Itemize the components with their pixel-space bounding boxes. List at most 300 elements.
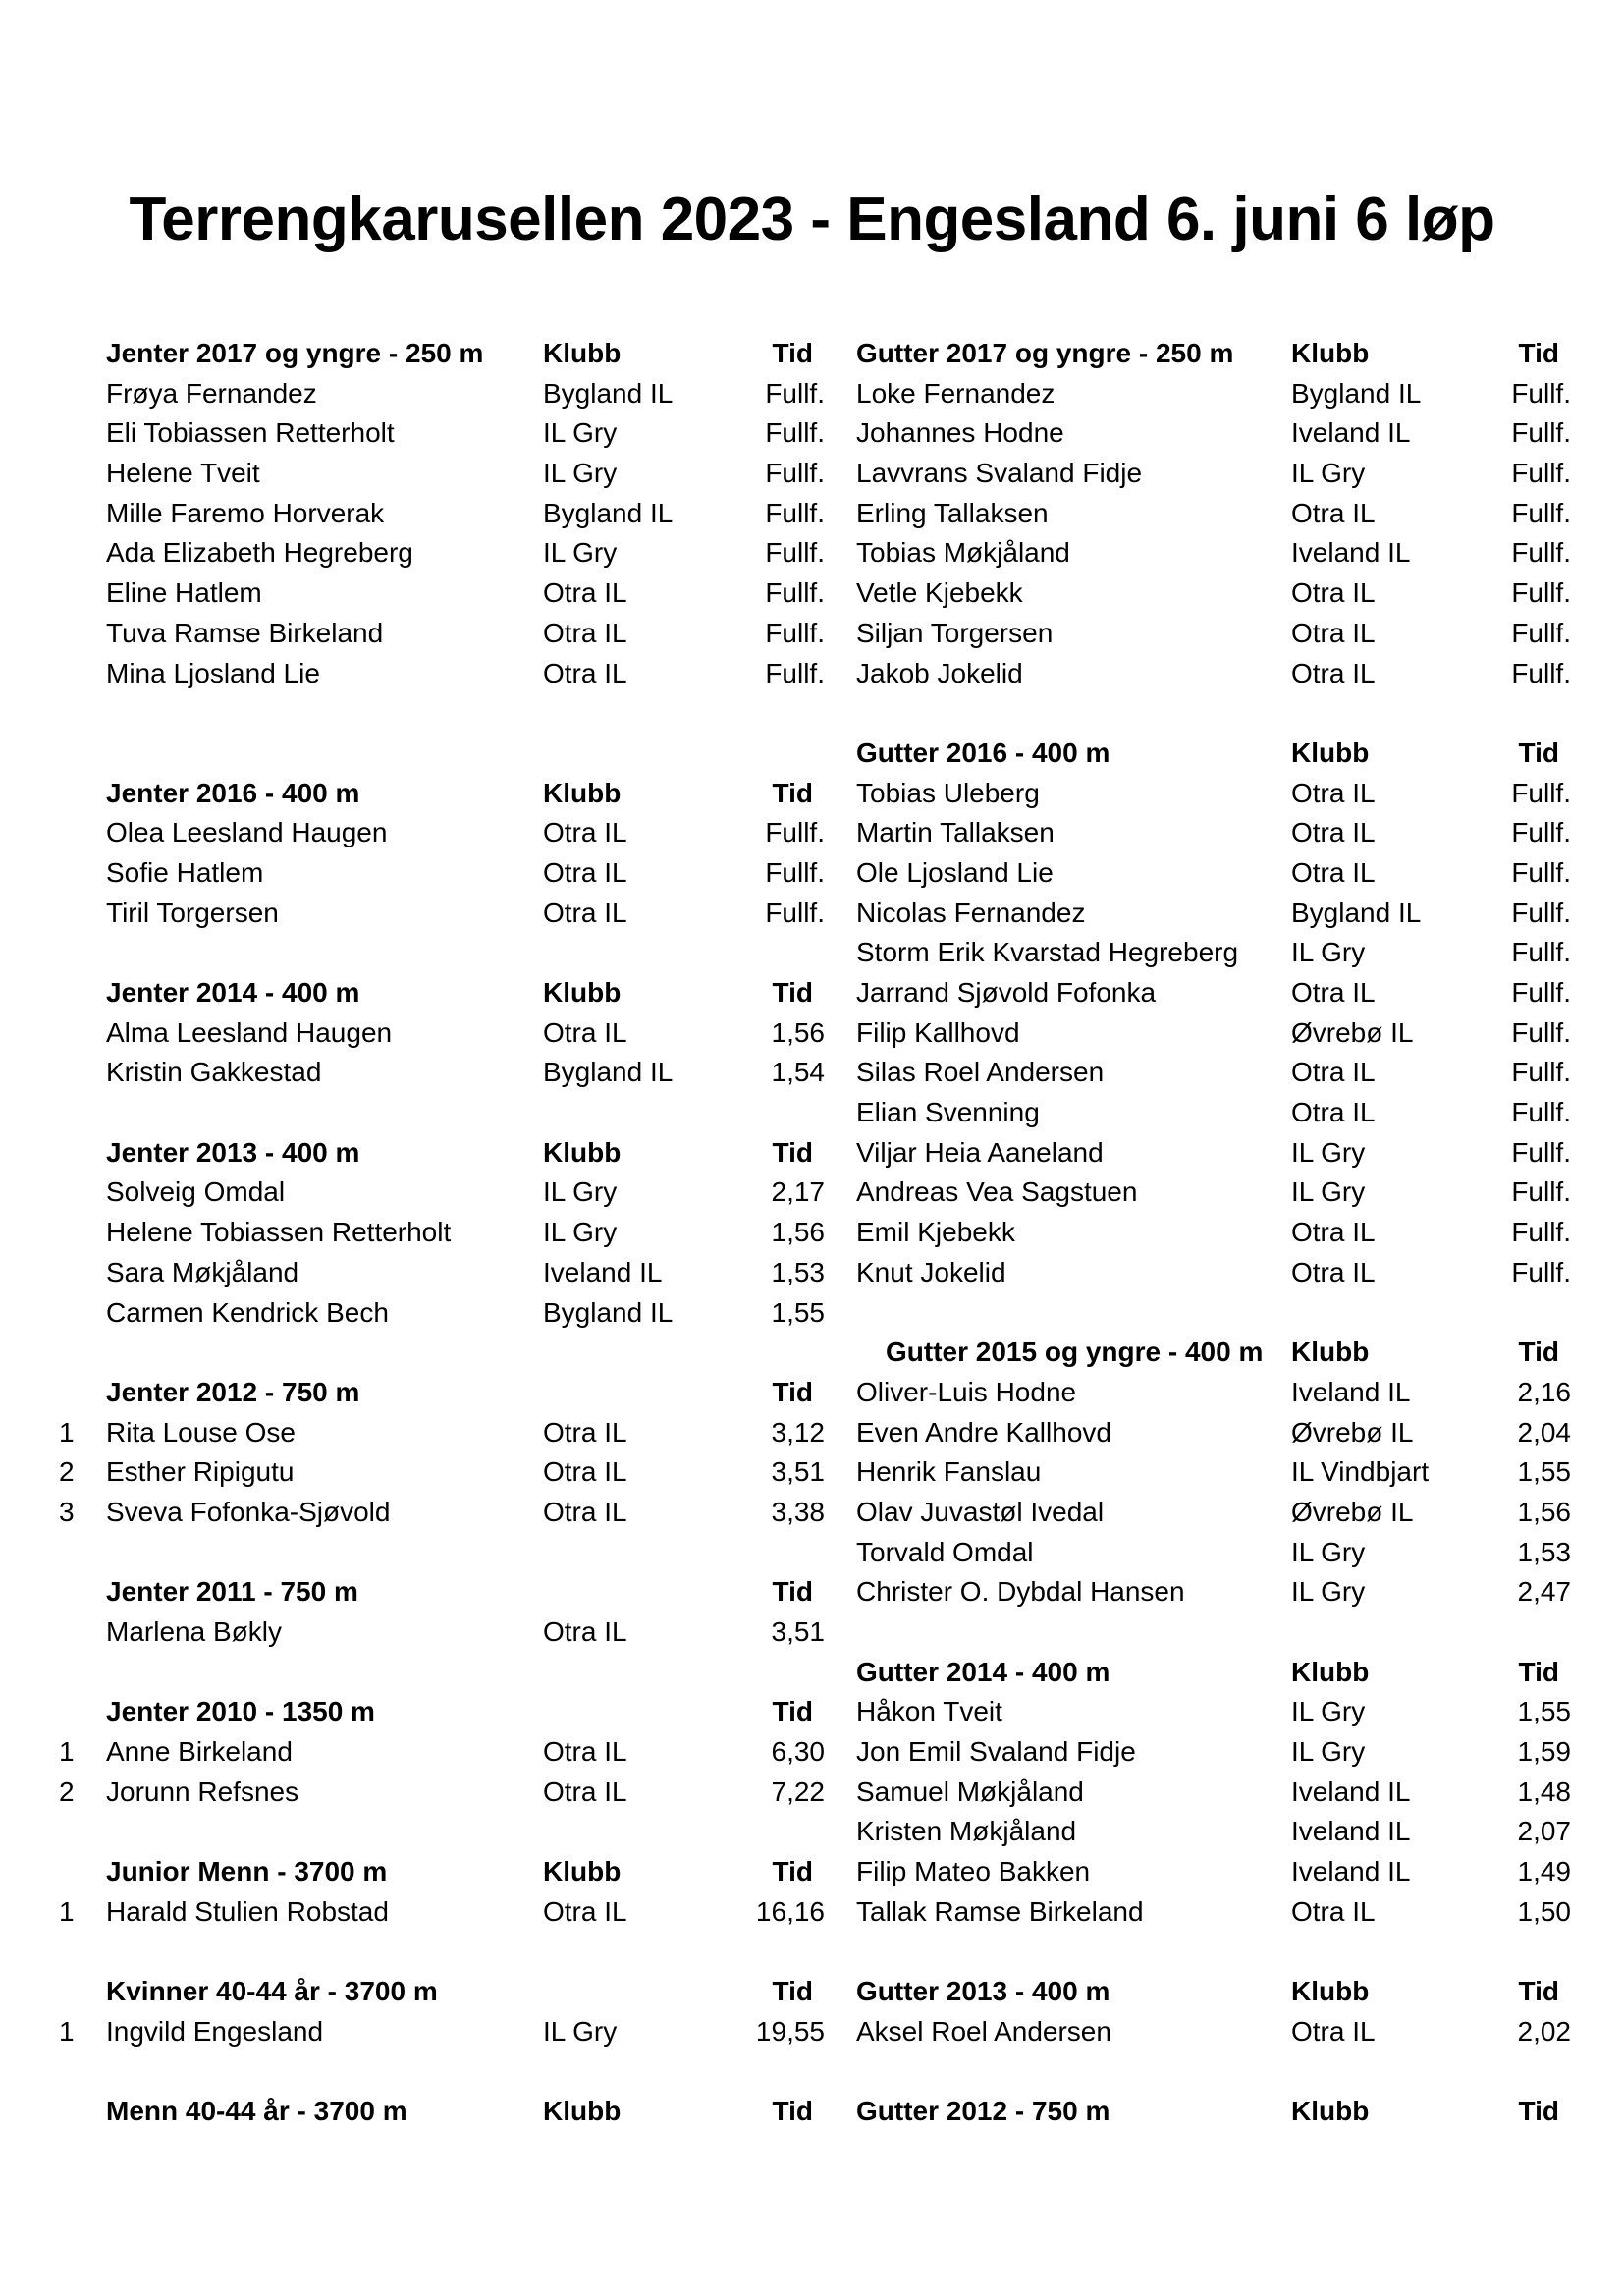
club-name: Otra IL: [543, 657, 627, 688]
time-column-header: Tid: [1518, 338, 1559, 368]
runner-name: Martin Tallaksen: [856, 817, 1055, 848]
time-value: 6,30: [771, 1736, 825, 1768]
club-name: IL Gry: [543, 2015, 618, 2047]
club-name: Otra IL: [543, 856, 627, 888]
runner-name: Tallak Ramse Birkeland: [856, 1895, 1144, 1927]
time-value: Fullf.: [1511, 856, 1571, 888]
result-row: [59, 1452, 825, 1493]
category-header: [59, 973, 825, 1013]
result-row: [844, 1093, 1571, 1133]
club-name: Otra IL: [1291, 856, 1376, 888]
result-row: [844, 374, 1571, 414]
category-header: [59, 1972, 825, 2012]
time-value: 1,56: [771, 1016, 825, 1048]
result-row: [59, 1013, 825, 1054]
club-column-header: Klubb: [543, 1856, 622, 1887]
time-value: 1,53: [771, 1256, 825, 1287]
result-row: [844, 2012, 1571, 2052]
club-name: IL Gry: [1291, 458, 1366, 489]
club-name: Bygland IL: [543, 1057, 674, 1088]
category-header: [844, 1333, 1571, 1373]
category-title: Junior Menn - 3700 m: [106, 1856, 388, 1887]
time-value: Fullf.: [1511, 1217, 1571, 1248]
result-row: [844, 774, 1571, 814]
runner-name: Filip Mateo Bakken: [856, 1856, 1091, 1887]
runner-name: Carmen Kendrick Bech: [106, 1296, 389, 1328]
time-value: Fullf.: [765, 617, 825, 648]
result-row: [59, 614, 825, 654]
time-column-header: Tid: [1518, 737, 1559, 768]
time-value: Fullf.: [1511, 377, 1571, 409]
result-row: [59, 654, 825, 694]
runner-name: Sofie Hatlem: [106, 856, 264, 888]
club-name: Otra IL: [1291, 977, 1376, 1008]
spacer: [59, 693, 825, 734]
runner-name: Nicolas Fernandez: [856, 897, 1086, 928]
spacer: [844, 1933, 1571, 1973]
time-value: 3,51: [771, 1456, 825, 1488]
runner-name: Tobias Møkjåland: [856, 537, 1070, 569]
result-row: [59, 533, 825, 574]
club-name: Otra IL: [543, 817, 627, 848]
runner-name: Jorunn Refsnes: [106, 1776, 299, 1807]
result-row: [59, 1773, 825, 1813]
time-value: 16,16: [755, 1895, 825, 1927]
result-row: [844, 813, 1571, 853]
runner-name: Loke Fernandez: [856, 377, 1056, 409]
runner-name: Vetle Kjebekk: [856, 577, 1023, 609]
runner-name: Silas Roel Andersen: [856, 1057, 1105, 1088]
result-row: [59, 1613, 825, 1653]
category-header: [59, 1373, 825, 1413]
time-value: Fullf.: [1511, 817, 1571, 848]
result-row: [844, 853, 1571, 894]
runner-name: Marlena Bøkly: [106, 1616, 282, 1647]
placement: 1: [59, 2015, 75, 2047]
placement: 2: [59, 1776, 75, 1807]
time-column-header: Tid: [1518, 1976, 1559, 2007]
time-value: 1,55: [1517, 1456, 1571, 1488]
category-title: Jenter 2017 og yngre - 250 m: [106, 338, 484, 368]
spacer: [844, 693, 1571, 734]
time-value: 2,16: [1517, 1376, 1571, 1407]
time-value: Fullf.: [765, 458, 825, 489]
runner-name: Solveig Omdal: [106, 1176, 286, 1208]
result-row: [59, 894, 825, 934]
club-name: Otra IL: [543, 1016, 627, 1048]
result-row: [59, 1293, 825, 1334]
result-row: [59, 853, 825, 894]
time-value: 19,55: [755, 2015, 825, 2047]
runner-name: Tobias Uleberg: [856, 777, 1040, 808]
club-name: Otra IL: [543, 577, 627, 609]
result-row: [59, 1493, 825, 1533]
club-name: Iveland IL: [1291, 1776, 1411, 1807]
result-row: [844, 1732, 1571, 1773]
placement: 2: [59, 1456, 75, 1488]
time-value: 3,12: [771, 1416, 825, 1448]
result-row: [59, 813, 825, 853]
category-title: Gutter 2014 - 400 m: [856, 1656, 1110, 1687]
runner-name: Emil Kjebekk: [856, 1217, 1015, 1248]
placement: 1: [59, 1736, 75, 1768]
runner-name: Andreas Vea Sagstuen: [856, 1176, 1138, 1208]
runner-name: Sara Møkjåland: [106, 1256, 299, 1287]
category-title: Gutter 2016 - 400 m: [856, 737, 1110, 768]
spacer: [844, 2052, 1571, 2093]
result-row: [844, 1692, 1571, 1732]
result-row: [59, 1213, 825, 1253]
category-header: [59, 1692, 825, 1732]
runner-name: Ada Elizabeth Hegreberg: [106, 537, 413, 569]
time-value: 2,07: [1517, 1816, 1571, 1847]
spacer: [59, 1933, 825, 1973]
result-row: [59, 1732, 825, 1773]
result-row: [844, 574, 1571, 614]
time-value: 1,54: [771, 1057, 825, 1088]
club-name: IL Gry: [1291, 1736, 1366, 1768]
result-row: [844, 1773, 1571, 1813]
runner-name: Johannes Hodne: [856, 417, 1064, 449]
result-row: [844, 1852, 1571, 1892]
time-column-header: Tid: [772, 1576, 813, 1608]
runner-name: Helene Tobiassen Retterholt: [106, 1217, 452, 1248]
category-header: [59, 1572, 825, 1613]
result-row: [844, 1133, 1571, 1174]
club-column-header: Klubb: [543, 977, 622, 1008]
time-value: Fullf.: [765, 417, 825, 449]
runner-name: Mina Ljosland Lie: [106, 657, 320, 688]
runner-name: Aksel Roel Andersen: [856, 2015, 1111, 2047]
runner-name: Rita Louse Ose: [106, 1416, 296, 1448]
club-name: Iveland IL: [1291, 1376, 1411, 1407]
runner-name: Tuva Ramse Birkeland: [106, 617, 384, 648]
right-results-column: [844, 334, 1571, 2132]
time-column-header: Tid: [772, 1976, 813, 2007]
time-value: Fullf.: [765, 377, 825, 409]
club-name: Bygland IL: [1291, 377, 1422, 409]
time-value: Fullf.: [1511, 1136, 1571, 1168]
club-name: Otra IL: [543, 1736, 627, 1768]
result-row: [59, 1892, 825, 1933]
placement: 3: [59, 1496, 75, 1527]
time-value: 1,48: [1517, 1776, 1571, 1807]
time-column-header: Tid: [772, 1376, 813, 1407]
placement: 1: [59, 1416, 75, 1448]
time-value: Fullf.: [1511, 458, 1571, 489]
club-name: Otra IL: [543, 1456, 627, 1488]
club-name: IL Gry: [543, 1176, 618, 1208]
club-name: Otra IL: [1291, 1256, 1376, 1287]
club-column-header: Klubb: [543, 1136, 622, 1168]
club-name: Otra IL: [1291, 497, 1376, 528]
club-name: Otra IL: [543, 1895, 627, 1927]
club-name: IL Gry: [543, 537, 618, 569]
category-header: [844, 734, 1571, 774]
runner-name: Jakob Jokelid: [856, 657, 1023, 688]
runner-name: Alma Leesland Haugen: [106, 1016, 393, 1048]
result-row: [844, 1213, 1571, 1253]
time-value: 2,02: [1517, 2015, 1571, 2047]
result-row: [844, 494, 1571, 534]
club-name: IL Gry: [543, 1217, 618, 1248]
club-name: IL Gry: [1291, 1176, 1366, 1208]
spacer: [59, 1533, 825, 1573]
category-title: Jenter 2013 - 400 m: [106, 1136, 360, 1168]
club-name: Otra IL: [1291, 1097, 1376, 1128]
runner-name: Tiril Torgersen: [106, 897, 279, 928]
page-title: Terrengkarusellen 2023 - Engesland 6. juni 6 løp: [129, 186, 1495, 253]
time-value: Fullf.: [1511, 617, 1571, 648]
runner-name: Erling Tallaksen: [856, 497, 1049, 528]
club-column-header: Klubb: [1291, 1976, 1370, 2007]
time-value: Fullf.: [765, 537, 825, 569]
club-column-header: Klubb: [543, 338, 622, 368]
time-column-header: Tid: [772, 777, 813, 808]
club-name: Bygland IL: [543, 497, 674, 528]
runner-name: Mille Faremo Horverak: [106, 497, 385, 528]
club-name: Otra IL: [1291, 1057, 1376, 1088]
result-row: [844, 1053, 1571, 1093]
spacer: [59, 1653, 825, 1693]
spacer: [59, 1093, 825, 1133]
time-value: 2,17: [771, 1176, 825, 1208]
category-title: Menn 40-44 år - 3700 m: [106, 2096, 407, 2127]
placement: 1: [59, 1895, 75, 1927]
runner-name: Torvald Omdal: [856, 1536, 1034, 1567]
runner-name: Even Andre Kallhovd: [856, 1416, 1111, 1448]
category-header: [59, 1852, 825, 1892]
club-column-header: Klubb: [1291, 1337, 1370, 1368]
runner-name: Viljar Heia Aaneland: [856, 1136, 1104, 1168]
runner-name: Eli Tobiassen Retterholt: [106, 417, 395, 449]
result-row: [844, 1533, 1571, 1573]
time-value: Fullf.: [1511, 977, 1571, 1008]
club-name: Otra IL: [1291, 577, 1376, 609]
spacer: [844, 1293, 1571, 1334]
runner-name: Kristen Møkjåland: [856, 1816, 1077, 1847]
category-title: Gutter 2017 og yngre - 250 m: [856, 338, 1234, 368]
category-header: [59, 1133, 825, 1174]
time-value: Fullf.: [1511, 577, 1571, 609]
club-name: Øvrebø IL: [1291, 1416, 1414, 1448]
time-value: Fullf.: [1511, 1176, 1571, 1208]
runner-name: Christer O. Dybdal Hansen: [856, 1576, 1185, 1608]
club-column-header: Klubb: [1291, 737, 1370, 768]
club-name: Otra IL: [1291, 817, 1376, 848]
category-header: [59, 2092, 825, 2132]
runner-name: Jarrand Sjøvold Fofonka: [856, 977, 1157, 1008]
result-row: [59, 1253, 825, 1293]
category-header: [844, 1972, 1571, 2012]
category-title: Gutter 2012 - 750 m: [856, 2096, 1110, 2127]
time-value: Fullf.: [765, 897, 825, 928]
club-name: Otra IL: [1291, 1895, 1376, 1927]
runner-name: Jon Emil Svaland Fidje: [856, 1736, 1136, 1768]
result-row: [59, 574, 825, 614]
time-value: 3,51: [771, 1616, 825, 1647]
runner-name: Eline Hatlem: [106, 577, 262, 609]
category-header: [844, 2092, 1571, 2132]
club-name: Bygland IL: [543, 377, 674, 409]
runner-name: Oliver-Luis Hodne: [856, 1376, 1077, 1407]
category-header: [844, 334, 1571, 374]
time-value: Fullf.: [1511, 417, 1571, 449]
time-value: Fullf.: [765, 497, 825, 528]
result-row: [844, 1373, 1571, 1413]
club-name: IL Gry: [543, 458, 618, 489]
result-row: [844, 1812, 1571, 1852]
club-name: Iveland IL: [1291, 1856, 1411, 1887]
club-name: Otra IL: [543, 617, 627, 648]
time-value: Fullf.: [1511, 777, 1571, 808]
category-title: Jenter 2010 - 1350 m: [106, 1696, 375, 1727]
time-value: 7,22: [771, 1776, 825, 1807]
runner-name: Anne Birkeland: [106, 1736, 293, 1768]
result-row: [844, 533, 1571, 574]
club-name: Otra IL: [1291, 657, 1376, 688]
result-row: [844, 1013, 1571, 1054]
result-row: [59, 374, 825, 414]
runner-name: Filip Kallhovd: [856, 1016, 1020, 1048]
result-row: [844, 654, 1571, 694]
time-value: Fullf.: [1511, 1057, 1571, 1088]
club-name: IL Gry: [1291, 1136, 1366, 1168]
time-value: 1,49: [1517, 1856, 1571, 1887]
club-name: Øvrebø IL: [1291, 1016, 1414, 1048]
result-row: [844, 933, 1571, 973]
time-column-header: Tid: [772, 338, 813, 368]
club-name: IL Gry: [1291, 937, 1366, 968]
result-row: [844, 1452, 1571, 1493]
runner-name: Olea Leesland Haugen: [106, 817, 388, 848]
club-name: IL Gry: [1291, 1576, 1366, 1608]
runner-name: Lavvrans Svaland Fidje: [856, 458, 1143, 489]
category-title: Gutter 2013 - 400 m: [856, 1976, 1110, 2007]
club-name: IL Gry: [1291, 1696, 1366, 1727]
time-column-header: Tid: [772, 2096, 813, 2127]
category-title: Jenter 2016 - 400 m: [106, 777, 360, 808]
time-column-header: Tid: [772, 1856, 813, 1887]
category-header: [844, 1653, 1571, 1693]
club-name: Otra IL: [1291, 617, 1376, 648]
time-value: Fullf.: [765, 817, 825, 848]
time-value: Fullf.: [1511, 937, 1571, 968]
club-name: Otra IL: [1291, 1217, 1376, 1248]
runner-name: Kristin Gakkestad: [106, 1057, 322, 1088]
runner-name: Knut Jokelid: [856, 1256, 1006, 1287]
club-name: Bygland IL: [543, 1296, 674, 1328]
club-name: Øvrebø IL: [1291, 1496, 1414, 1527]
club-name: Iveland IL: [543, 1256, 663, 1287]
runner-name: Frøya Fernandez: [106, 377, 317, 409]
category-title: Jenter 2014 - 400 m: [106, 977, 360, 1008]
time-value: Fullf.: [1511, 1256, 1571, 1287]
time-value: Fullf.: [765, 577, 825, 609]
category-header: [59, 334, 825, 374]
time-column-header: Tid: [772, 1696, 813, 1727]
time-value: Fullf.: [1511, 537, 1571, 569]
result-row: [59, 1173, 825, 1213]
time-value: 3,38: [771, 1496, 825, 1527]
spacer: [59, 1333, 825, 1373]
time-value: Fullf.: [1511, 657, 1571, 688]
club-name: Iveland IL: [1291, 537, 1411, 569]
club-name: Iveland IL: [1291, 1816, 1411, 1847]
time-column-header: Tid: [772, 977, 813, 1008]
result-row: [844, 454, 1571, 494]
result-row: [59, 494, 825, 534]
result-row: [59, 413, 825, 454]
spacer: [59, 734, 825, 774]
club-name: IL Gry: [1291, 1536, 1366, 1567]
time-value: Fullf.: [1511, 897, 1571, 928]
spacer: [59, 2052, 825, 2093]
category-title: Jenter 2012 - 750 m: [106, 1376, 360, 1407]
time-column-header: Tid: [1518, 1337, 1559, 1368]
time-value: 1,55: [1517, 1696, 1571, 1727]
runner-name: Helene Tveit: [106, 458, 260, 489]
result-row: [844, 894, 1571, 934]
runner-name: Samuel Møkjåland: [856, 1776, 1084, 1807]
runner-name: Olav Juvastøl Ivedal: [856, 1496, 1105, 1527]
runner-name: Esther Ripigutu: [106, 1456, 295, 1488]
club-name: Bygland IL: [1291, 897, 1422, 928]
result-row: [844, 1493, 1571, 1533]
runner-name: Ole Ljosland Lie: [856, 856, 1054, 888]
time-value: Fullf.: [765, 657, 825, 688]
time-value: 1,53: [1517, 1536, 1571, 1567]
club-name: Otra IL: [543, 1496, 627, 1527]
club-column-header: Klubb: [1291, 338, 1370, 368]
spacer: [844, 1613, 1571, 1653]
runner-name: Sveva Fofonka-Sjøvold: [106, 1496, 391, 1527]
result-row: [844, 614, 1571, 654]
time-column-header: Tid: [1518, 1656, 1559, 1687]
club-name: Otra IL: [543, 1776, 627, 1807]
time-value: Fullf.: [765, 856, 825, 888]
club-name: Otra IL: [543, 1416, 627, 1448]
category-title: Jenter 2011 - 750 m: [106, 1576, 358, 1608]
time-value: Fullf.: [1511, 1016, 1571, 1048]
time-value: 1,56: [1517, 1496, 1571, 1527]
time-value: Fullf.: [1511, 497, 1571, 528]
result-row: [844, 1413, 1571, 1453]
club-column-header: Klubb: [1291, 1656, 1370, 1687]
result-row: [59, 2012, 825, 2052]
spacer: [59, 933, 825, 973]
category-title: Kvinner 40-44 år - 3700 m: [106, 1976, 438, 2007]
left-results-column: [59, 334, 825, 2132]
club-name: Otra IL: [1291, 777, 1376, 808]
runner-name: Håkon Tveit: [856, 1696, 1002, 1727]
runner-name: Elian Svenning: [856, 1097, 1040, 1128]
category-title: Gutter 2015 og yngre - 400 m: [886, 1337, 1264, 1368]
runner-name: Siljan Torgersen: [856, 617, 1054, 648]
club-name: IL Gry: [543, 417, 618, 449]
club-name: Otra IL: [1291, 2015, 1376, 2047]
club-column-header: Klubb: [543, 2096, 622, 2127]
result-row: [59, 454, 825, 494]
time-column-header: Tid: [1518, 2096, 1559, 2127]
result-row: [844, 1572, 1571, 1613]
time-value: 1,59: [1517, 1736, 1571, 1768]
result-row: [59, 1053, 825, 1093]
runner-name: Henrik Fanslau: [856, 1456, 1042, 1488]
club-name: IL Vindbjart: [1291, 1456, 1430, 1488]
result-row: [844, 973, 1571, 1013]
time-value: 1,50: [1517, 1895, 1571, 1927]
